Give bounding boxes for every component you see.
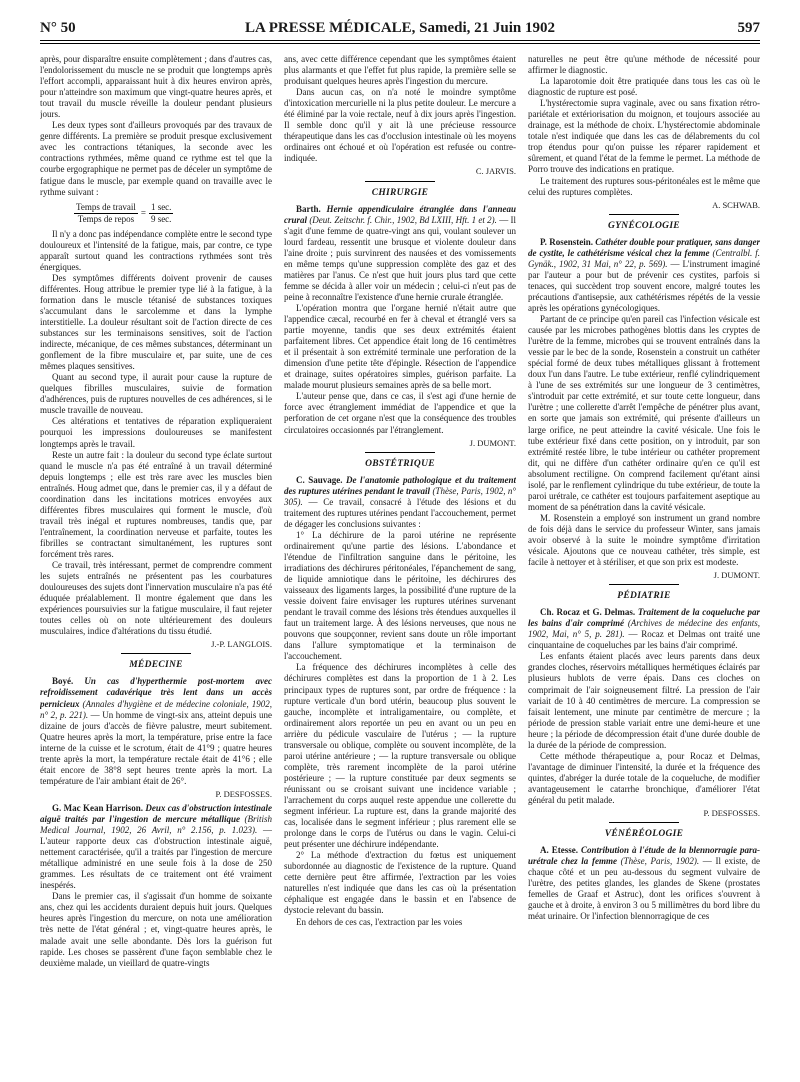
signature: J.-P. LANGLOIS.: [211, 639, 272, 650]
journal-title: LA PRESSE MÉDICALE, Samedi, 21 Juin 1902: [244, 20, 556, 36]
paragraph: Les enfants étaient placés avec leurs parents dans deux grandes cloches, réservoirs métalliques hermétiques éclairés par plusieurs hublots de verre épais. Dans ces cloches on comprimait de l'air soigneusement filtré. La pression de l'air variait de 10 à 40 centimètres de mercure. La compression se faisait lentement, une minute par centimètre de mercure ; la période de pression stable variait entre une demi-heure et une heure ; la période de décompression était d'une durée double de la durée de la période de compression.: [528, 651, 760, 750]
divider: [365, 452, 435, 453]
paragraph: En dehors de ces cas, l'extraction par les voies: [296, 916, 463, 927]
abstract-reference: (Archives de médecine des enfants, 1902, Mai, n° 5, p. 281).: [528, 618, 760, 640]
section-heading-obstetrique: OBSTÉTRIQUE: [365, 458, 435, 469]
signature: P. DESFOSSES.: [215, 788, 272, 799]
formula-denominator: Temps de repos: [77, 213, 135, 224]
paragraph: L'auteur pense que, dans ce cas, il s'est agi d'une hernie de force avec étranglement immédiat de l'appendice et que la perforation de cet organe n'est que la conséquence des troubles circulatoires occasionnés par l'étranglement.: [284, 391, 516, 435]
abstract-reference: (Thèse, Paris, 1902, n° 305).: [284, 485, 516, 507]
paragraph: Il n'y a donc pas indépendance complète entre le second type douloureux et l'intensité de la fatigue, mais, par contre, ce type apparaît surtout quand les contractions rythmées sont très énergiques.: [40, 228, 272, 272]
column-1: [40, 54, 272, 1074]
abstract-reference: (Deut. Zeitschr. f. Chir., 1902, Bd LXIII, Hft. 1 et 2).: [309, 214, 497, 225]
abstract-reference: (Thèse, Paris, 1902).: [620, 856, 700, 867]
abstract-title: Traitement de la coqueluche par les bains d'air comprimé: [528, 607, 760, 629]
abstract-author: C. Sauvage.: [296, 474, 343, 485]
abstract-text: — L'instrument imaginé par l'auteur a pour but de prévenir ces cystites, parfois si tenaces, qui succèdent trop souvent encore, malgré toutes les précautions d'antisepsie, aux cathétérismes répétés de la vessie après les opérations gynécologiques.: [528, 258, 760, 313]
signature: C. JARVIS.: [475, 166, 516, 177]
paragraph: Partant de ce principe qu'en pareil cas l'infection vésicale est causée par les microbes pathogènes blottis dans les cryptes de l'urètre de la femme, microbes qui se trouvent entraînés dans la vessie par le bec de la sonde, Rosenstein a construit un cathéter spécial formé de deux tubes métalliques glissant à frottement doux l'un dans l'autre. Le tube extérieur, renflé cylindriquement à l'une de ses extrémités sur une longueur de 3 centimètres, s'introduit par cette extrémité, et sur toute cette longueur, dans l'urètre ; une collerette d'arrêt l'empêche de pénétrer plus avant, en sorte que jamais son extrémité, qui présente d'ailleurs un large orifice, ne peut atteindre la cavité vésicale. Une fois le tube extérieur fixé dans cette position, on y introduit, par son extrémité restée libre, le tube intérieur ou cathéter proprement dit, qui ne diffère d'un cathéter ordinaire qu'en ce qu'il est absolument rectiligne. On comprend facilement qu'étant ainsi isolé, par le renflement cylindrique du tube extérieur, de toute la paroi urétrale, ce cathéter est toujours parfaitement aseptique au moment de sa pénétration dans la cavité vésicale.: [528, 314, 760, 512]
paragraph: Quant au second type, il aurait pour cause la rupture de quelques fibrilles musculaires, suivie de formation d'adhérences, puis de ruptures nouvelles de ces adhérences, si le muscle travaille de nouveau.: [40, 372, 272, 416]
abstract-title: Deux cas d'obstruction intestinale aiguë traités par l'ingestion de mercure métallique: [40, 802, 272, 824]
header-rule: [40, 40, 760, 44]
section-heading-gynecologie: GYNÉCOLOGIE: [608, 220, 680, 231]
abstract-text: — Rocaz et Delmas ont traité une cinquantaine de coqueluches par les bains d'air comprimé.: [528, 629, 760, 651]
paragraph: ans, avec cette différence cependant que les symptômes étaient plus alarmants et que l'effet fut plus rapide, la première selle se produisant quelques heures après l'ingestion du mercure.: [284, 54, 516, 87]
abstract-text: — Il existe, de chaque côté et un peu au-dessous du segment vulvaire de l'urètre, des petites glandes, les glandes de Skene (prostates femelles de Graaf et Astruc), dont les orifices s'ouvrent à gauche et à droite, à environ 3 ou 5 millimètres du bord libre du méat urinaire. Or l'infection blennorragique de ces: [528, 856, 760, 922]
abstract-author: G. Mac Kean Harrison.: [52, 802, 144, 813]
formula: [74, 202, 272, 225]
paragraph: 2° La méthode d'extraction du fœtus est uniquement subordonnée au diagnostic de l'existence de la rupture. Quand cette dernière peut être affirmée, l'extraction par les voies naturelles n'est indiquée que dans les cas où la présentation céphalique est engagée dans le bassin et en l'absence de dystocie relevant du bassin.: [284, 850, 516, 916]
abstract-reference: (Centralbl. f. Gynäk., 1902, 31 Mai, n° 22, p. 569).: [528, 247, 760, 269]
paragraph: L'hystérectomie supra vaginale, avec ou sans fixation rétro-pariétale et extériorisation du moignon, et toujours associée au drainage, est la méthode de choix. L'hystérectomie abdominale totale n'est indiquée que dans les cas de délabrements du col trop étendus pour qu'on puisse les réparer rapidement et sûrement, et quand l'état de la femme le permet. La méthode de Porro trouve des indications en pratique.: [528, 98, 760, 175]
divider: [609, 822, 679, 823]
formula-equals: =: [140, 207, 146, 218]
paragraph: La laparotomie doit être pratiquée dans tous les cas où le diagnostic de rupture est posé.: [528, 76, 760, 98]
paragraph: Reste un autre fait : la douleur du second type éclate surtout quand le muscle n'a pas été entraîné à un travail déterminé depuis longtemps ; elle est très rare avec les muscles bien entraînés. Houg admet que, dans le premier cas, il y a défaut de coordination dans les incitations motrices envoyées aux différentes fibres musculaires qui forment le muscle, d'où travail très inégal et ruptures nombreuses, tandis que, par l'entraînement, la coordination nerveuse et parfaite, toutes les fibrilles se contractant simultanément, les ruptures sont forcément très rares.: [40, 449, 272, 559]
abstract-author: A. Etesse.: [540, 845, 578, 856]
abstract-text: — Un homme de vingt-six ans, atteint depuis une dizaine de jours d'accès de fièvre palustre, meurt subitement. Quatre heures après la mort, la température, prise entre la face interne de la cuisse et le scrotum, était de 41°9 ; quatre heures trente après la mort, la température rectale était de 41°6 ; elle était encore de 38°8 sept heures trente après la mort. La température de l'air ambiant était de 26°.: [40, 709, 272, 786]
divider: [121, 653, 191, 654]
abstract-title: Un cas d'hyperthermie post-mortem avec refroidissement cadavérique très lent dans un accès pernicieux: [40, 676, 272, 709]
signature: P. DESFOSSES.: [703, 808, 760, 819]
paragraph: Ce travail, très intéressant, permet de comprendre comment les sujets entraînés ne présentent pas les courbatures douloureuses des sujets dont l'innervation musculaire n'a pas été éduquée préalablement. Il montre également que dans les expériences poursuivies sur la fatigue musculaire, il faut rejeter toutes celles où on note ultérieurement des douleurs musculaires, indice d'altérations du tissu étudié.: [40, 560, 272, 637]
paragraph: Dans le premier cas, il s'agissait d'un homme de soixante ans, chez qui les accidents duraient depuis huit jours. Quelques heures après l'ingestion du mercure, on nota une amélioration très nette de l'état général ; et, vingt-quatre heures après, le malade avait une selle abondante. Dès lors la guérison fut rapide. Les choses se passèrent d'une façon semblable chez le deuxième malade, un vieillard de quatre-vingts: [40, 891, 272, 968]
section-heading-venereologie: VÉNÉRÉOLOGIE: [604, 829, 684, 840]
abstract-reference: (British Medical Journal, 1902, 26 Avril, n° 2.156, p. 1.023).: [40, 814, 272, 836]
abstract-text: — L'auteur rapporte deux cas d'obstruction intestinale aiguë, nettement caractérisée, qu'il a traités par l'ingestion de mercure métallique administré en une seule fois à la dose de 250 grammes. Les résultats de ce traitement ont été vraiment inespérés.: [40, 825, 272, 891]
abstract-author: Boyé.: [52, 676, 74, 687]
section-heading-chirurgie: CHIRURGIE: [371, 187, 429, 198]
signature: J. DUMONT.: [469, 437, 516, 448]
signature: J. DUMONT.: [713, 570, 760, 581]
paragraph: La fréquence des déchirures incomplètes à celle des déchirures complètes est dans la proportion de 1 à 2. Les principaux types de ruptures sont, par ordre de fréquence : la rupture verticale d'un bord utérin, beaucoup plus souvent le gauche, incomplète et intraligamentaire, ou complète, et ordinairement alors reportée un peu en avant ou un peu en arrière du pédicule vasculaire de l'utérus ; — la rupture transversale ou oblique, complète ou souvent incomplète, de la paroi utérine antérieure ; — la rupture transversale ou oblique complète, très rarement incomplète de la paroi utérine postérieure ; — la rupture constituée par deux segments se réunissant ou se croisant suivant une incidence variable ; l'arrachement du corps auquel reste appendue une collerette du segment inférieur. La rupture est, dans la grande majorité des cas, localisée dans le segment inférieur ; plus rarement elle se prolonge dans le corps de l'utérus ou dans le vagin. Celui-ci peut présenter une déchirure indépendante.: [284, 662, 516, 850]
paragraph: M. Rosenstein a employé son instrument un grand nombre de fois déjà dans le service du professeur Winter, sans jamais avoir observé à la suite le moindre symptôme d'irritation vésicale. Ajoutons que ce nouveau cathéter, très simple, est facile à nettoyer et à stériliser, et que son prix est modeste.: [528, 512, 760, 568]
paragraph: Cette méthode thérapeutique a, pour Rocaz et Delmas, l'avantage de diminuer l'intensité, la durée et la fréquence des quintes, d'abréger la durée totale de la coqueluche, de modifier avantageusement le catarrhe bronchique, d'améliorer l'état général du petit malade.: [528, 750, 760, 805]
divider: [609, 584, 679, 585]
abstract-text: — Ce travail, consacré à l'étude des lésions et du traitement des ruptures utérines pendant l'accouchement, permet de dégager les conclusions suivantes :: [284, 496, 516, 529]
paragraph: Les deux types sont d'ailleurs provoqués par des travaux de genre différents. La première se produit presque exclusivement avec les contractions tétaniques, la seconde avec les contractions rythmées, même quand ce rythme est tel que la courbe ergographique ne permet pas de déceler un symptôme de fatigue dans le muscle, par exemple quand on travaille avec le rythme suivant :: [40, 120, 272, 197]
formula-numerator: Temps de travail: [76, 201, 136, 212]
section-heading-medecine: MÉDECINE: [129, 660, 183, 671]
abstract-author: Ch. Rocaz et G. Delmas.: [540, 607, 636, 618]
abstract-author: P. Rosenstein.: [540, 236, 593, 247]
abstract-title: Cathéter double pour pratiquer, sans danger de cystite, le cathétérisme vésical chez la femme: [528, 236, 760, 258]
divider: [365, 181, 435, 182]
paragraph: Dans aucun cas, on n'a noté le moindre symptôme d'intoxication mercurielle ni la plus petite douleur. Le mercure a été éliminé par la voie rectale, neuf à dix jours après l'ingestion. Il semble donc qu'il y ait là une précieuse ressource thérapeutique dans les cas d'occlusion intestinale où les moyens ordinaires ont échoué et où l'opération est refusée ou contre-indiquée.: [284, 87, 516, 164]
abstract-author: Barth.: [296, 203, 321, 214]
column-2: [284, 54, 516, 1074]
abstract-text: — Il s'agit d'une femme de quatre-vingt ans qui, voulant soulever un lourd fardeau, ressentit une brusque et violente douleur dans l'aine droite ; puis survinrent des nausées et des vomissements en même temps qu'une suppression complète des gaz et des matières par l'anus. Ce n'est que huit jours plus tard que cette femme se décida à aller voir un médecin ; celui-ci n'eut pas de peine à reconnaître l'existence d'une hernie crurale étranglée.: [284, 214, 516, 302]
page-number: 597: [737, 20, 760, 36]
page-header: [40, 16, 760, 42]
abstract-reference: (Annales d'hygiène et de médecine coloniale, 1902, n° 2, p. 221).: [40, 698, 272, 720]
paragraph: Le traitement des ruptures sous-péritonéales est le même que celui des ruptures complètes.: [528, 175, 760, 197]
abstract-title: Hernie appendiculaire étranglée dans l'anneau crural: [284, 203, 516, 225]
paragraph: Des symptômes différents doivent provenir de causes différentes. Houg attribue le premier type lié à la fatigue, à la formation dans le muscle tétanisé de substances toxiques s'accumulant dans le sarcolemme et dans la lymphe interstitielle. La douleur résultant soit de l'action directe de ces substances sur les terminaisons sensitives, soit de l'action indirecte, mécanique, de ces mêmes substances, déterminant un gonflement de la fibre musculaire et, par suite, une de ces mêmes plaques sensitives.: [40, 272, 272, 372]
paragraph: 1° La déchirure de la paroi utérine ne représente ordinairement qu'une partie des lésions. L'abondance et l'étendue de l'infiltration sanguine dans le péritoine, les irradiations des déchirures péritonéales, l'épanchement de sang, de liquide amniotique dans le péritoine, les déchirures des vaisseaux des ligaments larges, la possibilité d'une rupture de la vessie doivent faire envisager les ruptures utérines survenant pendant le travail comme des lésions très étendues auxquelles il faut un traitement large. À des lésions nerveuses, que nous ne pouvons que soupçonner, revient sans doute un rôle important dans l'allure symptomatique et la terminaison de l'accouchement.: [284, 529, 516, 662]
signature: A. SCHWAB.: [712, 199, 760, 210]
divider: [609, 214, 679, 215]
paragraph: Ces altérations et tentatives de réparation expliqueraient pourquoi les impressions douloureuses se manifestent longtemps après le travail.: [40, 416, 272, 449]
paragraph: après, pour disparaître ensuite complètement ; dans d'autres cas, l'endolorissement du muscle ne se produit que longtemps après l'effort accompli, apparaissant huit à dix heures environ après, pour n'atteindre son maximum que vingt-quatre heures après, et tout travail du muscle réveille la douleur pendant plusieurs jours.: [40, 54, 272, 120]
abstract-title: De l'anatomie pathologique et du traitement des ruptures utérines pendant le travail: [284, 474, 516, 496]
paragraph: L'opération montra que l'organe hernié n'était autre que l'appendice cæcal, recourbé en fer à cheval et étranglé vers sa partie moyenne, tandis que ses deux extrémités étaient parfaitement libres. Cet appendice était long de 16 centimètres et il présentait à son extrémité terminale une perforation de la dimension d'une petite tête d'épingle. Résection de l'appendice et drainage, suites opératoires simples, guérison parfaite. La malade mourut plusieurs semaines après de sa belle mort.: [284, 302, 516, 391]
issue-number: N° 50: [40, 20, 76, 36]
section-heading-pediatrie: PÉDIATRIE: [617, 591, 671, 602]
paragraph: naturelles ne peut être qu'une méthode de nécessité pour affirmer le diagnostic.: [528, 54, 760, 76]
abstract-title: Contribution à l'étude de la blennorragie para-urétrale chez la femme: [528, 845, 760, 867]
formula-value-denominator: 9 sec.: [150, 213, 172, 224]
formula-value-numerator: 1 sec.: [150, 201, 172, 212]
column-3: [528, 54, 760, 1074]
